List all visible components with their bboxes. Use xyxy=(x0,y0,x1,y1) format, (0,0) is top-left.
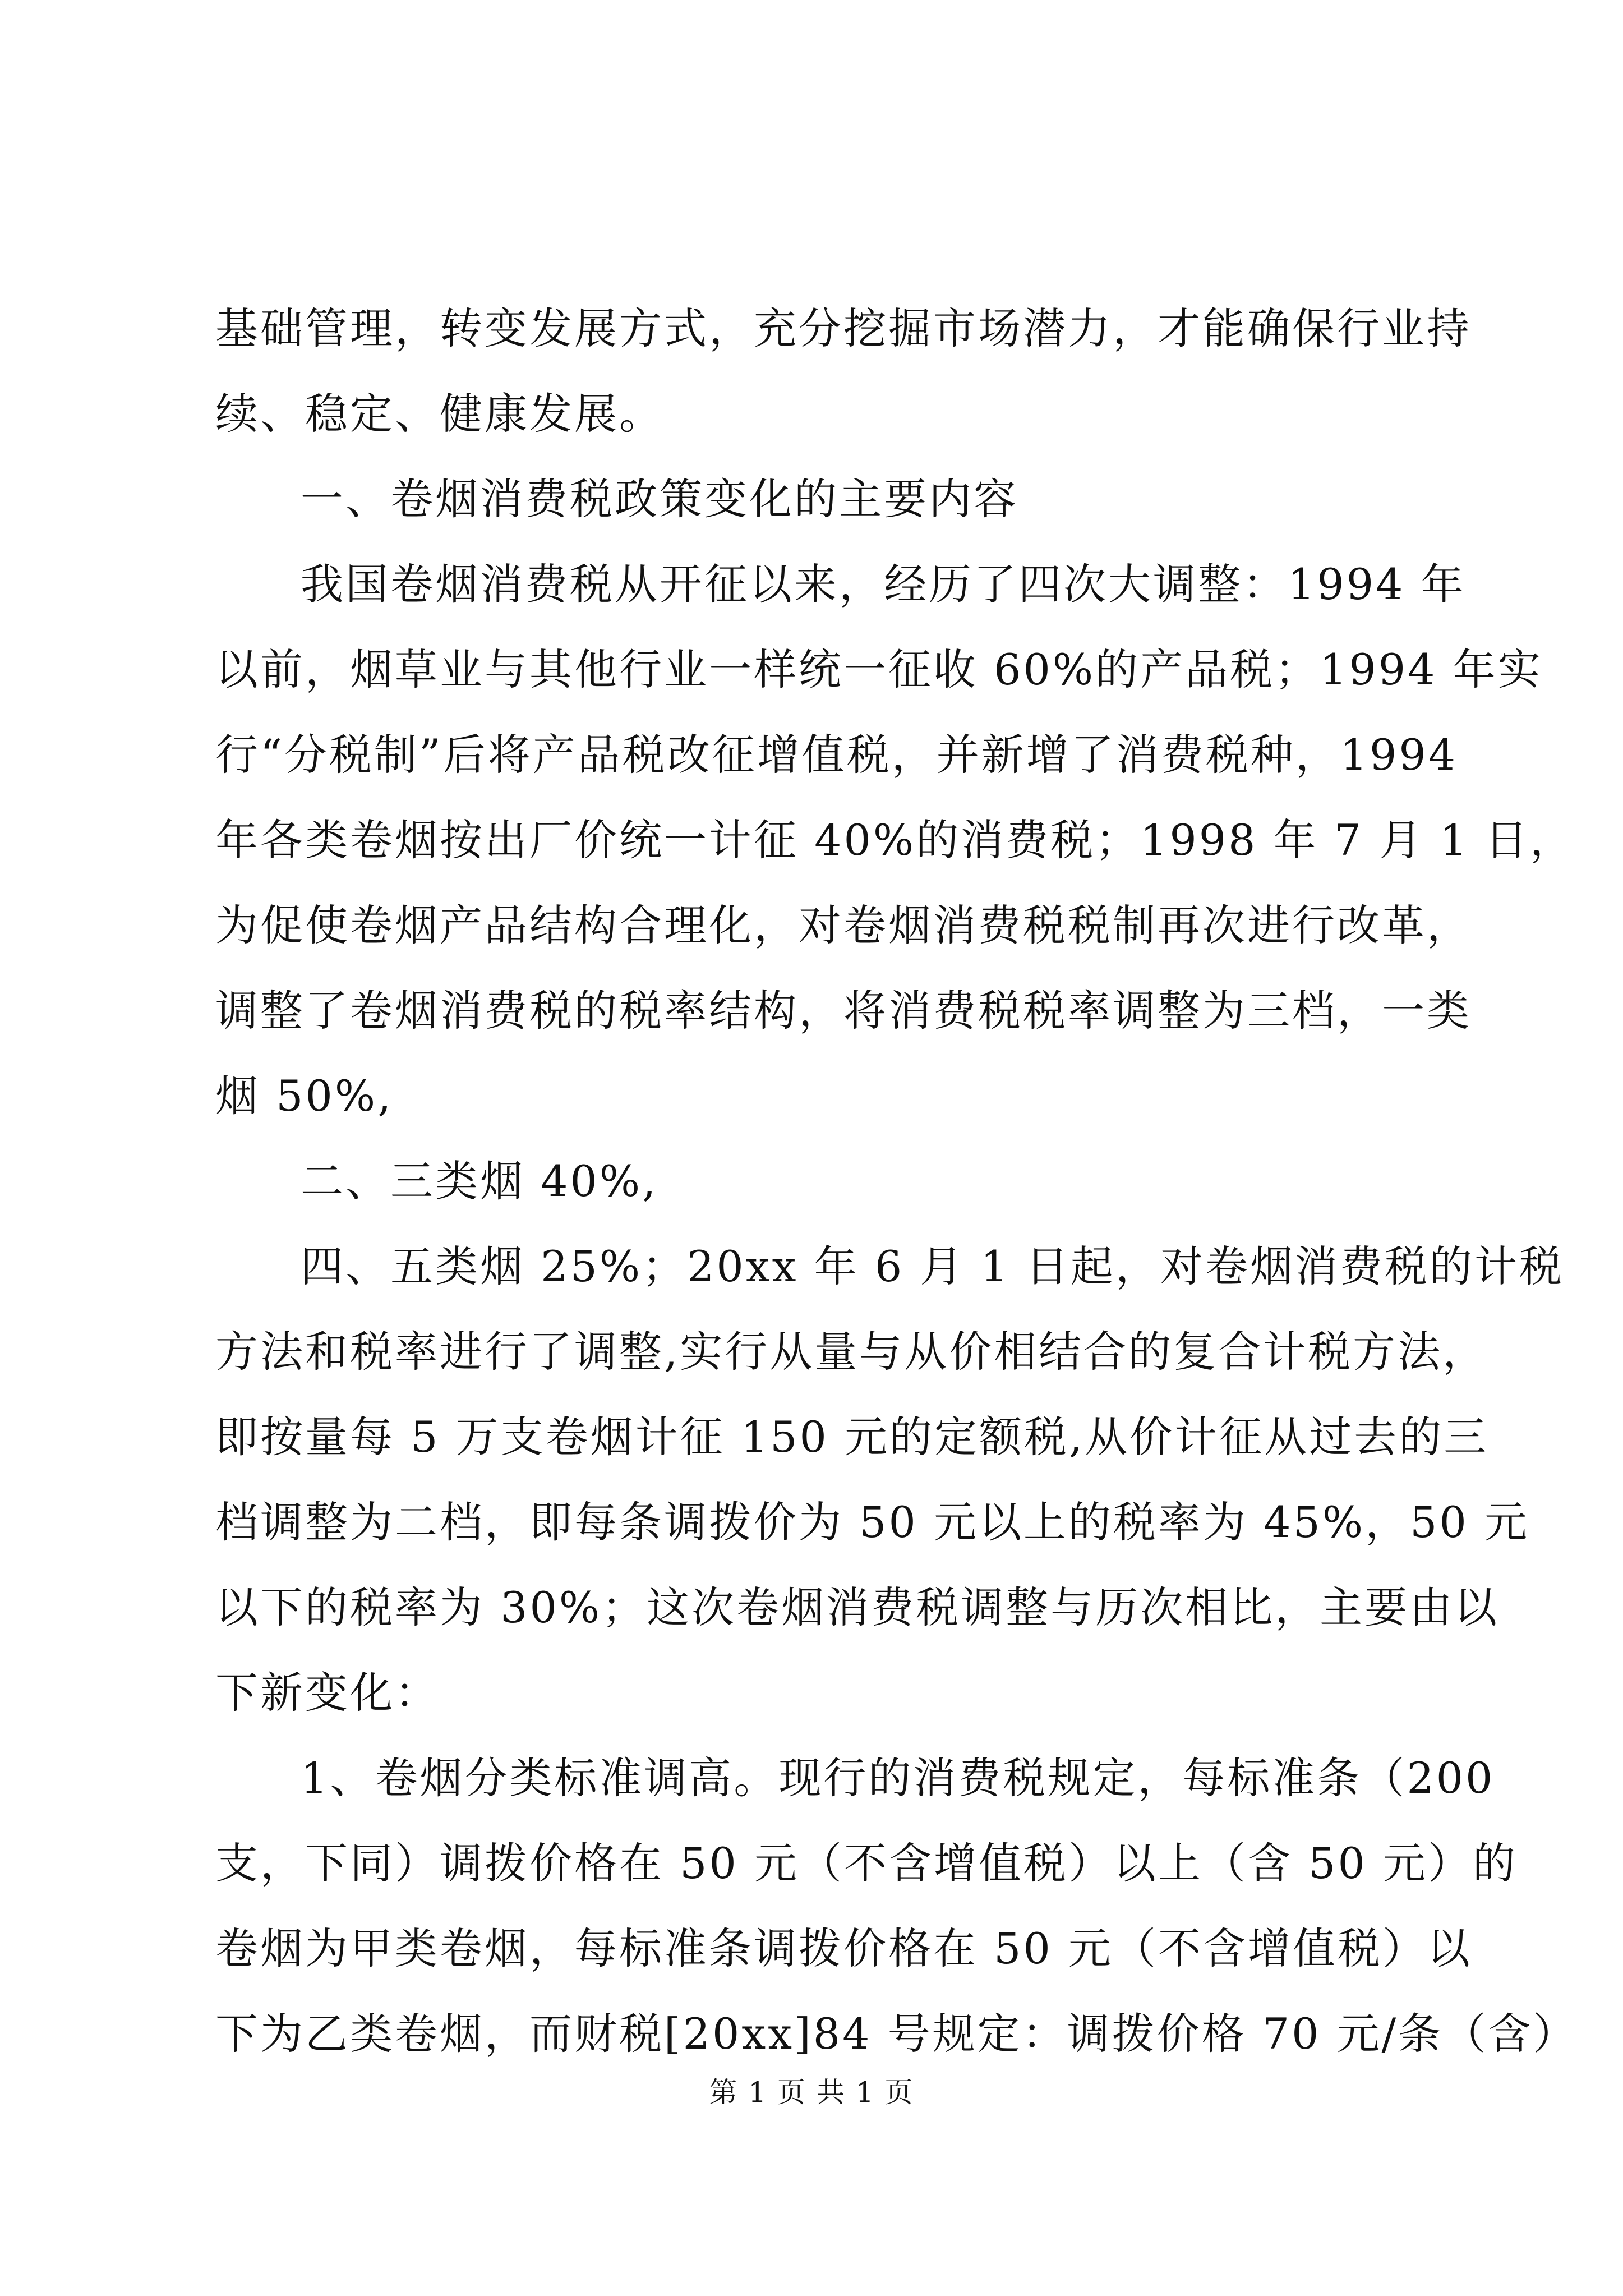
text-line: 卷烟为甲类卷烟，每标准条调拨价格在 50 元（不含增值税）以 xyxy=(215,1924,1473,1973)
text-line: 我国卷烟消费税从开征以来，经历了四次大调整：1994 年 xyxy=(301,559,1466,609)
page-footer: 第 1 页 共 1 页 xyxy=(709,2076,914,2109)
section-heading: 一、卷烟消费税政策变化的主要内容 xyxy=(301,474,1018,524)
text-line: 1、卷烟分类标准调高。现行的消费税规定，每标准条（200 xyxy=(301,1753,1495,1803)
text-line: 以前，烟草业与其他行业一样统一征收 60%的产品税；1994 年实 xyxy=(215,645,1543,694)
text-line: 四、五类烟 25%；20xx 年 6 月 1 日起，对卷烟消费税的计税 xyxy=(301,1241,1565,1291)
text-line: 行“分税制”后将产品税改征增值税，并新增了消费税种，1994 xyxy=(215,730,1458,780)
text-line: 方法和税率进行了调整,实行从量与从价相结合的复合计税方法， xyxy=(215,1327,1488,1377)
text-line: 调整了卷烟消费税的税率结构，将消费税税率调整为三档，一类 xyxy=(215,986,1472,1036)
text-line: 支，下同）调拨价格在 50 元（不含增值税）以上（含 50 元）的 xyxy=(215,1838,1518,1888)
text-line: 续、稳定、健康发展。 xyxy=(215,389,664,439)
text-line: 以下的税率为 30%；这次卷烟消费税调整与历次相比，主要由以 xyxy=(215,1582,1500,1632)
text-line: 基础管理，转变发展方式，充分挖掘市场潜力，才能确保行业持 xyxy=(215,303,1472,353)
text-line: 档调整为二档，即每条调拨价为 50 元以上的税率为 45%，50 元 xyxy=(215,1497,1529,1547)
text-line: 年各类卷烟按出厂价统一计征 40%的消费税；1998 年 7 月 1 日， xyxy=(215,815,1575,865)
text-line: 即按量每 5 万支卷烟计征 150 元的定额税,从价计征从过去的三 xyxy=(215,1412,1489,1462)
text-line: 下为乙类卷烟，而财税[20xx]84 号规定：调拨价格 70 元/条（含） xyxy=(215,2009,1578,2059)
text-line: 为促使卷烟产品结构合理化，对卷烟消费税税制再次进行改革， xyxy=(215,900,1472,950)
document-body xyxy=(215,286,1578,2077)
text-line: 烟 50%, xyxy=(215,1071,394,1121)
text-line: 二、三类烟 40%, xyxy=(301,1156,658,1206)
text-line: 下新变化： xyxy=(215,1668,440,1718)
